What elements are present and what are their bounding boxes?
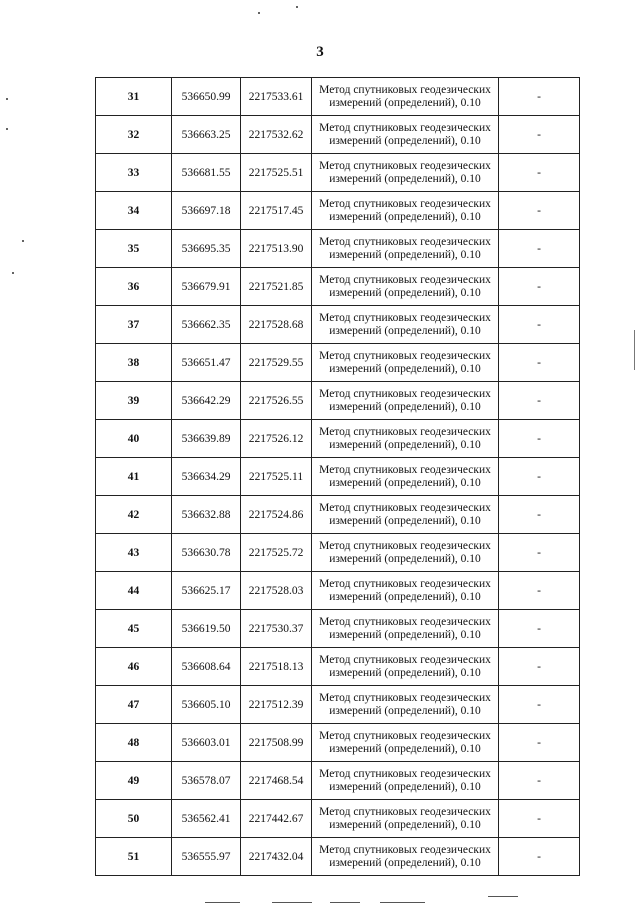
x-coordinate-cell: 536634.29 bbox=[172, 458, 241, 496]
x-coordinate-cell: 536555.97 bbox=[172, 838, 241, 876]
point-number-cell: 37 bbox=[96, 306, 172, 344]
method-cell bbox=[312, 116, 499, 154]
method-cell bbox=[312, 572, 499, 610]
point-number-cell: 42 bbox=[96, 496, 172, 534]
coordinates-table-body bbox=[96, 78, 580, 876]
method-line-2: измерений (определений), 0.10 bbox=[329, 286, 481, 299]
point-number-cell: 50 bbox=[96, 800, 172, 838]
method-cell bbox=[312, 610, 499, 648]
table-row bbox=[96, 648, 580, 686]
x-coordinate-cell: 536697.18 bbox=[172, 192, 241, 230]
method-line-2: измерений (определений), 0.10 bbox=[329, 666, 481, 679]
extra-cell: - bbox=[499, 154, 580, 192]
scan-speck bbox=[296, 6, 298, 8]
method-line-1: Метод спутниковых геодезических bbox=[319, 197, 491, 210]
scan-speck bbox=[6, 98, 8, 100]
extra-cell: - bbox=[499, 534, 580, 572]
table-row bbox=[96, 382, 580, 420]
y-coordinate-cell: 2217528.68 bbox=[241, 306, 312, 344]
table-row bbox=[96, 572, 580, 610]
x-coordinate-cell: 536663.25 bbox=[172, 116, 241, 154]
method-cell bbox=[312, 458, 499, 496]
method-cell bbox=[312, 724, 499, 762]
extra-cell: - bbox=[499, 382, 580, 420]
y-coordinate-cell: 2217533.61 bbox=[241, 78, 312, 116]
y-coordinate-cell: 2217530.37 bbox=[241, 610, 312, 648]
coordinates-table bbox=[95, 77, 580, 876]
table-row bbox=[96, 78, 580, 116]
scan-speck bbox=[258, 12, 260, 14]
y-coordinate-cell: 2217432.04 bbox=[241, 838, 312, 876]
extra-cell: - bbox=[499, 762, 580, 800]
extra-cell: - bbox=[499, 458, 580, 496]
x-coordinate-cell: 536639.89 bbox=[172, 420, 241, 458]
method-line-1: Метод спутниковых геодезических bbox=[319, 159, 491, 172]
page-number: 3 bbox=[316, 44, 324, 60]
extra-cell: - bbox=[499, 800, 580, 838]
method-line-1: Метод спутниковых геодезических bbox=[319, 691, 491, 704]
table-row bbox=[96, 154, 580, 192]
method-line-1: Метод спутниковых геодезических bbox=[319, 767, 491, 780]
method-cell bbox=[312, 230, 499, 268]
method-cell bbox=[312, 268, 499, 306]
extra-cell: - bbox=[499, 420, 580, 458]
scan-bottom-line bbox=[380, 902, 425, 903]
point-number-cell: 34 bbox=[96, 192, 172, 230]
table-row bbox=[96, 458, 580, 496]
table-row bbox=[96, 268, 580, 306]
y-coordinate-cell: 2217532.62 bbox=[241, 116, 312, 154]
method-line-1: Метод спутниковых геодезических bbox=[319, 349, 491, 362]
extra-cell: - bbox=[499, 572, 580, 610]
table-row bbox=[96, 724, 580, 762]
method-cell bbox=[312, 382, 499, 420]
x-coordinate-cell: 536619.50 bbox=[172, 610, 241, 648]
method-cell bbox=[312, 306, 499, 344]
point-number-cell: 41 bbox=[96, 458, 172, 496]
point-number-cell: 44 bbox=[96, 572, 172, 610]
point-number-cell: 33 bbox=[96, 154, 172, 192]
y-coordinate-cell: 2217508.99 bbox=[241, 724, 312, 762]
method-line-1: Метод спутниковых геодезических bbox=[319, 653, 491, 666]
method-cell bbox=[312, 78, 499, 116]
method-line-1: Метод спутниковых геодезических bbox=[319, 729, 491, 742]
method-line-1: Метод спутниковых геодезических bbox=[319, 425, 491, 438]
method-line-2: измерений (определений), 0.10 bbox=[329, 172, 481, 185]
method-line-1: Метод спутниковых геодезических bbox=[319, 577, 491, 590]
y-coordinate-cell: 2217518.13 bbox=[241, 648, 312, 686]
method-line-1: Метод спутниковых геодезических bbox=[319, 843, 491, 856]
y-coordinate-cell: 2217525.51 bbox=[241, 154, 312, 192]
point-number-cell: 39 bbox=[96, 382, 172, 420]
y-coordinate-cell: 2217521.85 bbox=[241, 268, 312, 306]
x-coordinate-cell: 536662.35 bbox=[172, 306, 241, 344]
method-cell bbox=[312, 496, 499, 534]
method-cell bbox=[312, 686, 499, 724]
method-line-2: измерений (определений), 0.10 bbox=[329, 742, 481, 755]
y-coordinate-cell: 2217524.86 bbox=[241, 496, 312, 534]
scan-speck bbox=[22, 240, 24, 242]
x-coordinate-cell: 536679.91 bbox=[172, 268, 241, 306]
x-coordinate-cell: 536651.47 bbox=[172, 344, 241, 382]
method-line-1: Метод спутниковых геодезических bbox=[319, 539, 491, 552]
x-coordinate-cell: 536695.35 bbox=[172, 230, 241, 268]
method-line-1: Метод спутниковых геодезических bbox=[319, 463, 491, 476]
table-row bbox=[96, 534, 580, 572]
method-line-1: Метод спутниковых геодезических bbox=[319, 273, 491, 286]
method-line-2: измерений (определений), 0.10 bbox=[329, 400, 481, 413]
scan-edge-line bbox=[634, 330, 635, 370]
x-coordinate-cell: 536650.99 bbox=[172, 78, 241, 116]
x-coordinate-cell: 536578.07 bbox=[172, 762, 241, 800]
point-number-cell: 35 bbox=[96, 230, 172, 268]
extra-cell: - bbox=[499, 724, 580, 762]
y-coordinate-cell: 2217525.72 bbox=[241, 534, 312, 572]
extra-cell: - bbox=[499, 230, 580, 268]
point-number-cell: 45 bbox=[96, 610, 172, 648]
method-line-1: Метод спутниковых геодезических bbox=[319, 83, 491, 96]
method-cell bbox=[312, 420, 499, 458]
x-coordinate-cell: 536642.29 bbox=[172, 382, 241, 420]
y-coordinate-cell: 2217513.90 bbox=[241, 230, 312, 268]
extra-cell: - bbox=[499, 268, 580, 306]
y-coordinate-cell: 2217525.11 bbox=[241, 458, 312, 496]
y-coordinate-cell: 2217442.67 bbox=[241, 800, 312, 838]
method-cell bbox=[312, 762, 499, 800]
x-coordinate-cell: 536632.88 bbox=[172, 496, 241, 534]
method-line-2: измерений (определений), 0.10 bbox=[329, 324, 481, 337]
method-cell bbox=[312, 192, 499, 230]
method-line-1: Метод спутниковых геодезических bbox=[319, 387, 491, 400]
method-line-2: измерений (определений), 0.10 bbox=[329, 818, 481, 831]
method-cell bbox=[312, 648, 499, 686]
extra-cell: - bbox=[499, 344, 580, 382]
method-line-2: измерений (определений), 0.10 bbox=[329, 438, 481, 451]
scan-bottom-line bbox=[330, 902, 360, 903]
method-line-2: измерений (определений), 0.10 bbox=[329, 590, 481, 603]
method-line-2: измерений (определений), 0.10 bbox=[329, 780, 481, 793]
y-coordinate-cell: 2217526.12 bbox=[241, 420, 312, 458]
extra-cell: - bbox=[499, 78, 580, 116]
x-coordinate-cell: 536562.41 bbox=[172, 800, 241, 838]
method-cell bbox=[312, 838, 499, 876]
point-number-cell: 40 bbox=[96, 420, 172, 458]
extra-cell: - bbox=[499, 116, 580, 154]
method-cell bbox=[312, 534, 499, 572]
scan-bottom-line bbox=[272, 902, 312, 903]
method-line-1: Метод спутниковых геодезических bbox=[319, 121, 491, 134]
method-line-1: Метод спутниковых геодезических bbox=[319, 805, 491, 818]
method-line-1: Метод спутниковых геодезических bbox=[319, 615, 491, 628]
extra-cell: - bbox=[499, 686, 580, 724]
extra-cell: - bbox=[499, 838, 580, 876]
method-line-2: измерений (определений), 0.10 bbox=[329, 628, 481, 641]
x-coordinate-cell: 536630.78 bbox=[172, 534, 241, 572]
method-line-2: измерений (определений), 0.10 bbox=[329, 704, 481, 717]
table-row bbox=[96, 306, 580, 344]
table-row bbox=[96, 116, 580, 154]
table-row bbox=[96, 800, 580, 838]
method-line-2: измерений (определений), 0.10 bbox=[329, 856, 481, 869]
method-cell bbox=[312, 800, 499, 838]
extra-cell: - bbox=[499, 648, 580, 686]
y-coordinate-cell: 2217528.03 bbox=[241, 572, 312, 610]
method-line-1: Метод спутниковых геодезических bbox=[319, 311, 491, 324]
y-coordinate-cell: 2217529.55 bbox=[241, 344, 312, 382]
table-row bbox=[96, 192, 580, 230]
y-coordinate-cell: 2217512.39 bbox=[241, 686, 312, 724]
method-line-1: Метод спутниковых геодезических bbox=[319, 235, 491, 248]
scan-speck bbox=[12, 272, 14, 274]
point-number-cell: 38 bbox=[96, 344, 172, 382]
y-coordinate-cell: 2217468.54 bbox=[241, 762, 312, 800]
point-number-cell: 43 bbox=[96, 534, 172, 572]
extra-cell: - bbox=[499, 496, 580, 534]
method-cell bbox=[312, 344, 499, 382]
y-coordinate-cell: 2217526.55 bbox=[241, 382, 312, 420]
point-number-cell: 48 bbox=[96, 724, 172, 762]
method-line-2: измерений (определений), 0.10 bbox=[329, 514, 481, 527]
method-line-2: измерений (определений), 0.10 bbox=[329, 552, 481, 565]
method-line-2: измерений (определений), 0.10 bbox=[329, 248, 481, 261]
extra-cell: - bbox=[499, 610, 580, 648]
table-row bbox=[96, 230, 580, 268]
method-line-2: измерений (определений), 0.10 bbox=[329, 96, 481, 109]
table-row bbox=[96, 762, 580, 800]
table-row bbox=[96, 838, 580, 876]
method-line-1: Метод спутниковых геодезических bbox=[319, 501, 491, 514]
point-number-cell: 32 bbox=[96, 116, 172, 154]
point-number-cell: 49 bbox=[96, 762, 172, 800]
point-number-cell: 46 bbox=[96, 648, 172, 686]
method-line-2: измерений (определений), 0.10 bbox=[329, 362, 481, 375]
x-coordinate-cell: 536625.17 bbox=[172, 572, 241, 610]
x-coordinate-cell: 536603.01 bbox=[172, 724, 241, 762]
table-row bbox=[96, 610, 580, 648]
method-line-2: измерений (определений), 0.10 bbox=[329, 476, 481, 489]
table-row bbox=[96, 344, 580, 382]
extra-cell: - bbox=[499, 192, 580, 230]
point-number-cell: 36 bbox=[96, 268, 172, 306]
scan-speck bbox=[6, 128, 8, 130]
point-number-cell: 47 bbox=[96, 686, 172, 724]
extra-cell: - bbox=[499, 306, 580, 344]
method-line-2: измерений (определений), 0.10 bbox=[329, 134, 481, 147]
y-coordinate-cell: 2217517.45 bbox=[241, 192, 312, 230]
point-number-cell: 31 bbox=[96, 78, 172, 116]
table-row bbox=[96, 496, 580, 534]
table-row bbox=[96, 420, 580, 458]
scan-bottom-line bbox=[205, 902, 240, 903]
scan-bottom-line bbox=[488, 896, 518, 897]
x-coordinate-cell: 536681.55 bbox=[172, 154, 241, 192]
method-line-2: измерений (определений), 0.10 bbox=[329, 210, 481, 223]
x-coordinate-cell: 536605.10 bbox=[172, 686, 241, 724]
table-row bbox=[96, 686, 580, 724]
method-cell bbox=[312, 154, 499, 192]
point-number-cell: 51 bbox=[96, 838, 172, 876]
x-coordinate-cell: 536608.64 bbox=[172, 648, 241, 686]
